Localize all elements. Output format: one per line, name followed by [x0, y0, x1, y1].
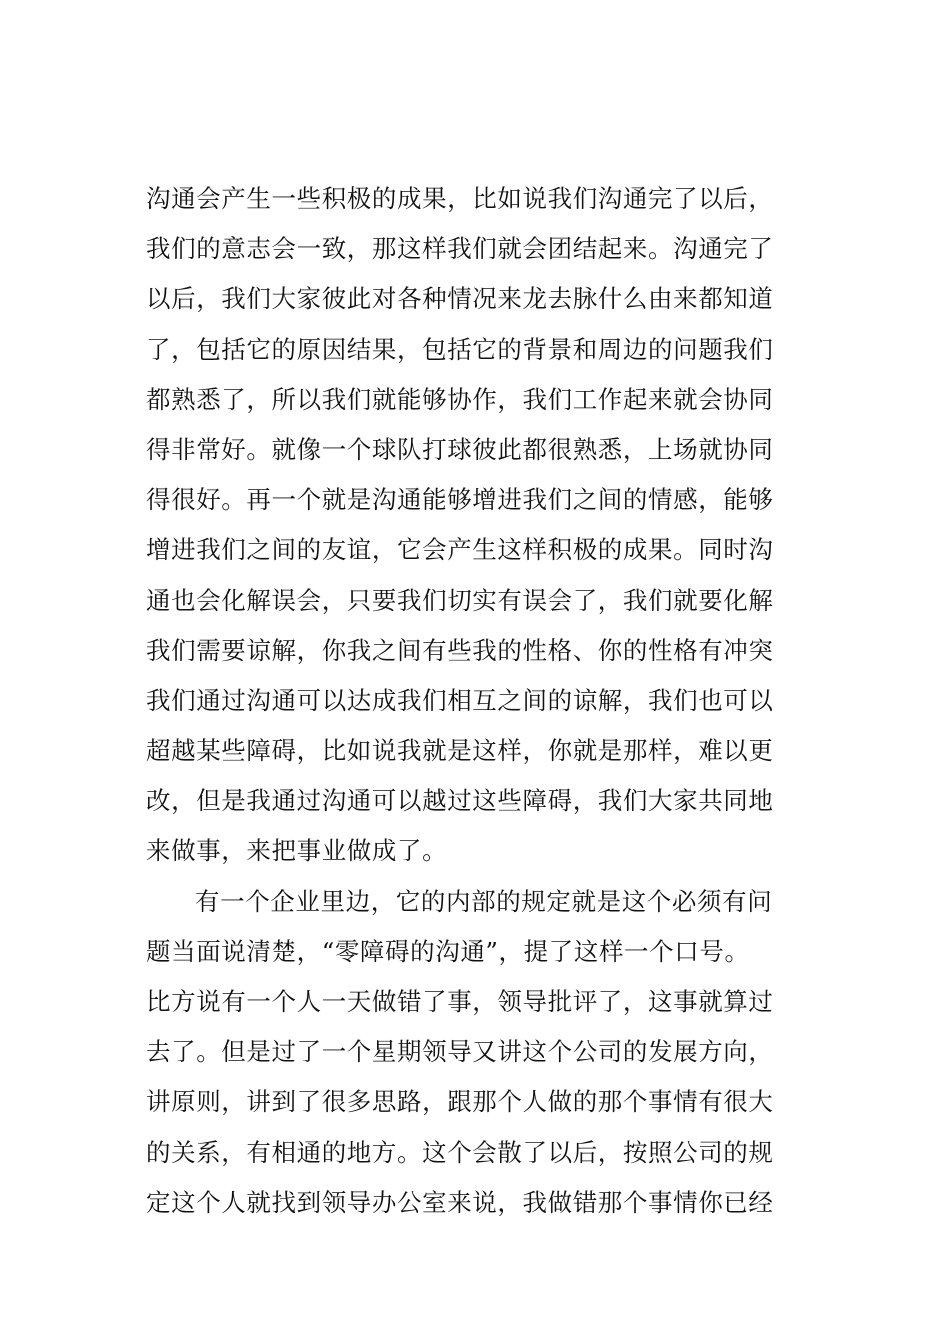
- text-line: 我们的意志会一致，那这样我们就会团结起来。沟通完了: [146, 234, 774, 264]
- text-line: 题当面说清楚，“零障碍的沟通”，提了这样一个口号。: [146, 936, 750, 966]
- text-line: 定这个人就找到领导办公室来说，我做错那个事情你已经: [146, 1187, 774, 1217]
- text-line: 通也会化解误会，只要我们切实有误会了，我们就要化解: [146, 585, 774, 615]
- paragraph-1: [146, 174, 816, 877]
- text-line: 改，但是我通过沟通可以越过这些障碍，我们大家共同地: [146, 786, 774, 816]
- text-line: 去了。但是过了一个星期领导又讲这个公司的发展方向，: [146, 1037, 774, 1067]
- text-line: 有一个企业里边，它的内部的规定就是这个必须有问: [195, 886, 773, 916]
- text-line: 的关系，有相通的地方。这个会散了以后，按照公司的规: [146, 1137, 774, 1167]
- text-line: 了，包括它的原因结果，包括它的背景和周边的问题我们: [146, 334, 774, 364]
- text-line: 增进我们之间的友谊，它会产生这样积极的成果。同时沟: [146, 535, 774, 565]
- paragraph-2: [146, 877, 816, 1228]
- text-line: 都熟悉了，所以我们就能够协作，我们工作起来就会协同: [146, 384, 774, 414]
- text-line: 讲原则，讲到了很多思路，跟那个人做的那个事情有很大: [146, 1087, 774, 1117]
- text-line: 得非常好。就像一个球队打球彼此都很熟悉，上场就协同: [146, 434, 774, 464]
- text-line: 比方说有一个人一天做错了事，领导批评了，这事就算过: [146, 987, 774, 1016]
- body-text: [146, 174, 816, 1228]
- text-line: 来做事，来把事业做成了。: [146, 836, 448, 866]
- text-line: 我们需要谅解，你我之间有些我的性格、你的性格有冲突: [146, 635, 774, 665]
- text-line: 得很好。再一个就是沟通能够增进我们之间的情感，能够: [146, 485, 774, 515]
- text-line: 沟通会产生一些积极的成果，比如说我们沟通完了以后，: [146, 184, 774, 213]
- text-line: 以后，我们大家彼此对各种情况来龙去脉什么由来都知道: [146, 284, 774, 314]
- text-line: 我们通过沟通可以达成我们相互之间的谅解，我们也可以: [146, 685, 774, 715]
- text-line: 超越某些障碍，比如说我就是这样，你就是那样，难以更: [146, 736, 774, 766]
